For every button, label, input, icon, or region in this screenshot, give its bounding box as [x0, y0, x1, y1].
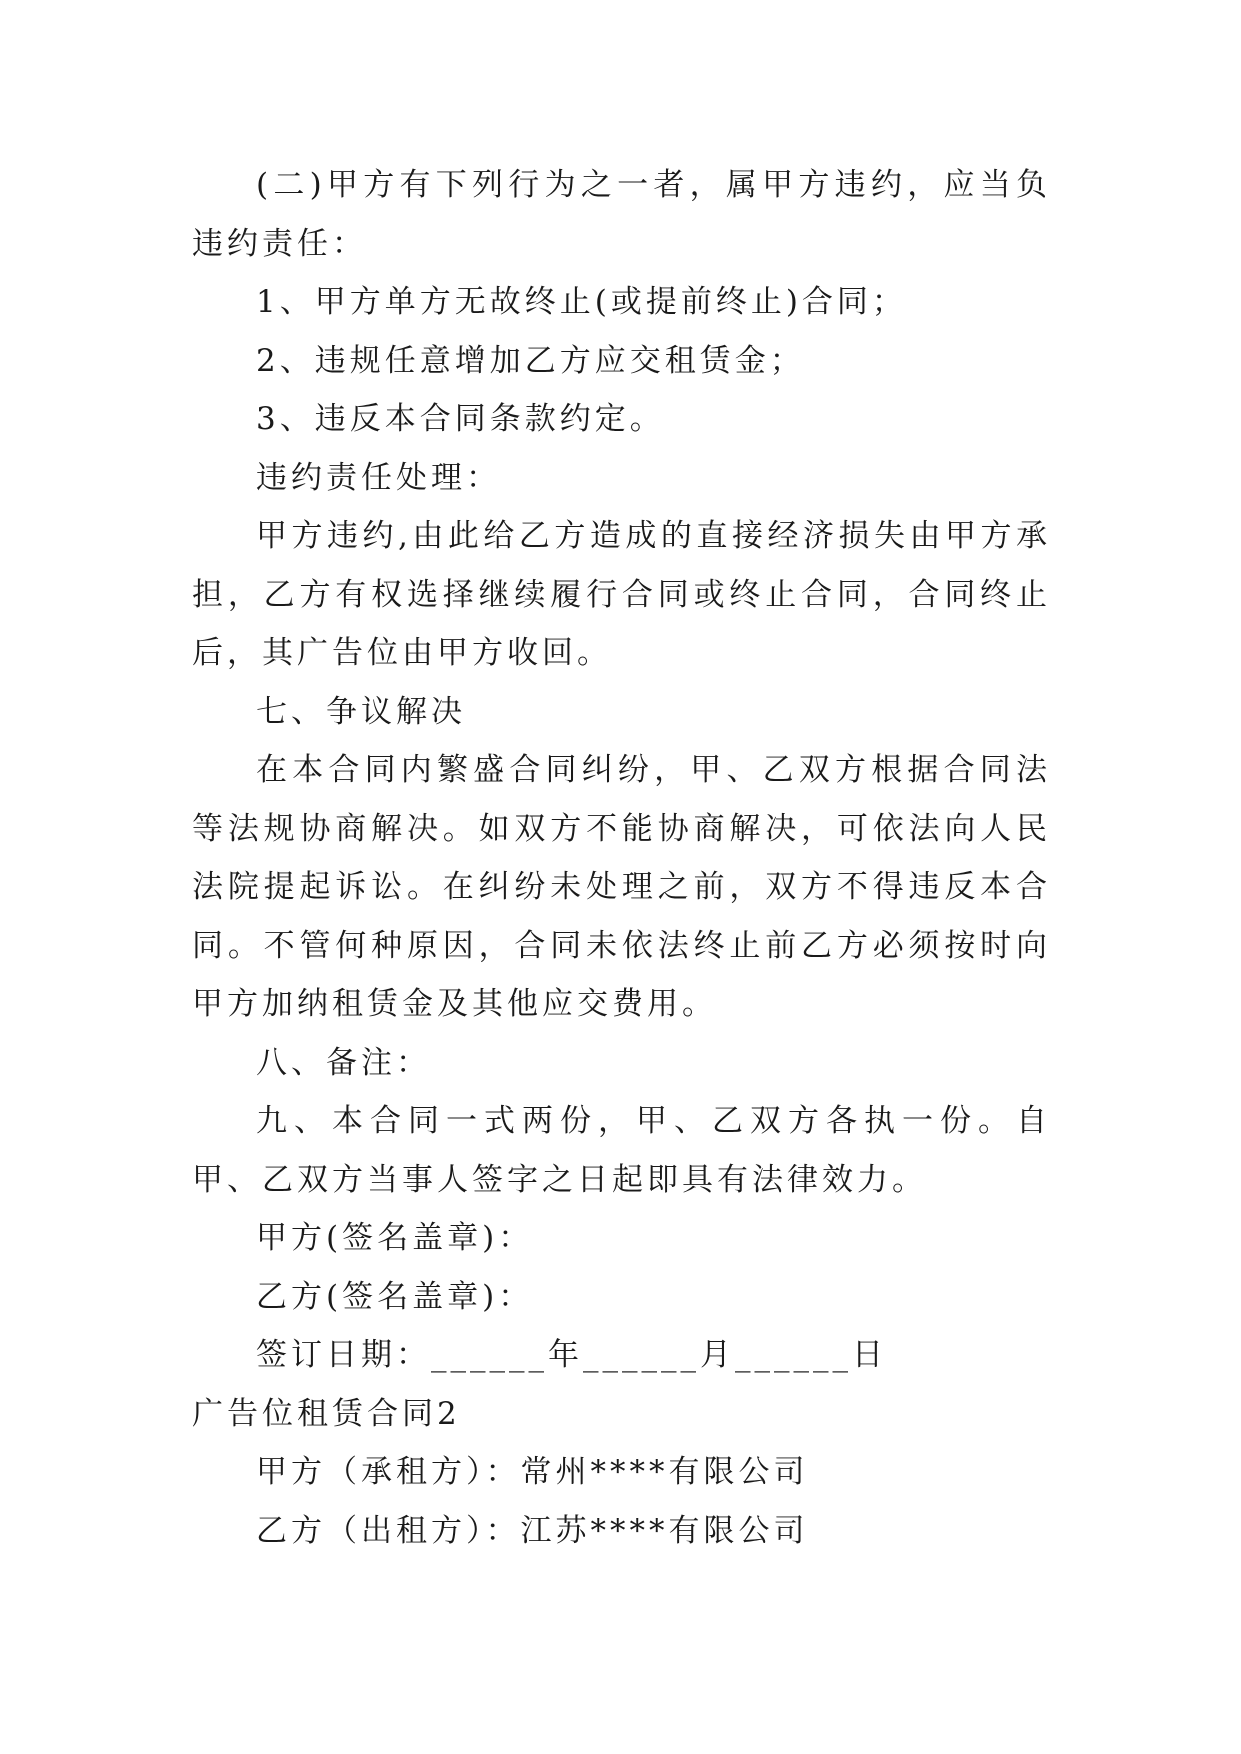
- breach-party-a-intro: (二)甲方有下列行为之一者，属甲方违约，应当负违约责任：: [192, 167, 1051, 262]
- section-7-body: 在本合同内繁盛合同纠纷，甲、乙双方根据合同法等法规协商解决。如双方不能协商解决，可依法向人民法院提起诉讼。在纠纷未处理之前，双方不得违反本合同。不管何种原因，合同未依法终止前乙方必须按时向甲方加纳租赁金及其他应交费用。: [192, 752, 1051, 1022]
- breach-handling-body: 甲方违约,由此给乙方造成的直接经济损失由甲方承担，乙方有权选择继续履行合同或终止合同，合同终止后，其广告位由甲方收回。: [192, 518, 1051, 671]
- breach-item-1: 1、甲方单方无故终止(或提前终止)合同；: [256, 284, 907, 320]
- section-9-body: 九、本合同一式两份，甲、乙双方各执一份。自甲、乙双方当事人签字之日起即具有法律效力。: [192, 1103, 1051, 1198]
- contract-2-party-b: 乙方（出租方）：江苏****有限公司: [256, 1512, 809, 1549]
- section-7-heading: 七、争议解决: [256, 693, 466, 730]
- breach-handling-heading: 违约责任处理：: [256, 459, 501, 496]
- contract-2-party-a: 甲方（承租方）：常州****有限公司: [256, 1454, 809, 1490]
- party-b-signature: 乙方(签名盖章)：: [256, 1278, 534, 1315]
- section-8-heading: 八、备注：: [256, 1044, 431, 1081]
- contract-2-title: 广告位租赁合同2: [192, 1395, 461, 1432]
- breach-item-3: 3、违反本合同条款约定。: [256, 401, 665, 437]
- breach-item-2: 2、违规任意增加乙方应交租赁金；: [256, 342, 805, 379]
- party-a-signature: 甲方(签名盖章)：: [256, 1220, 534, 1256]
- signing-date: 签订日期：______年______月______日: [256, 1337, 887, 1373]
